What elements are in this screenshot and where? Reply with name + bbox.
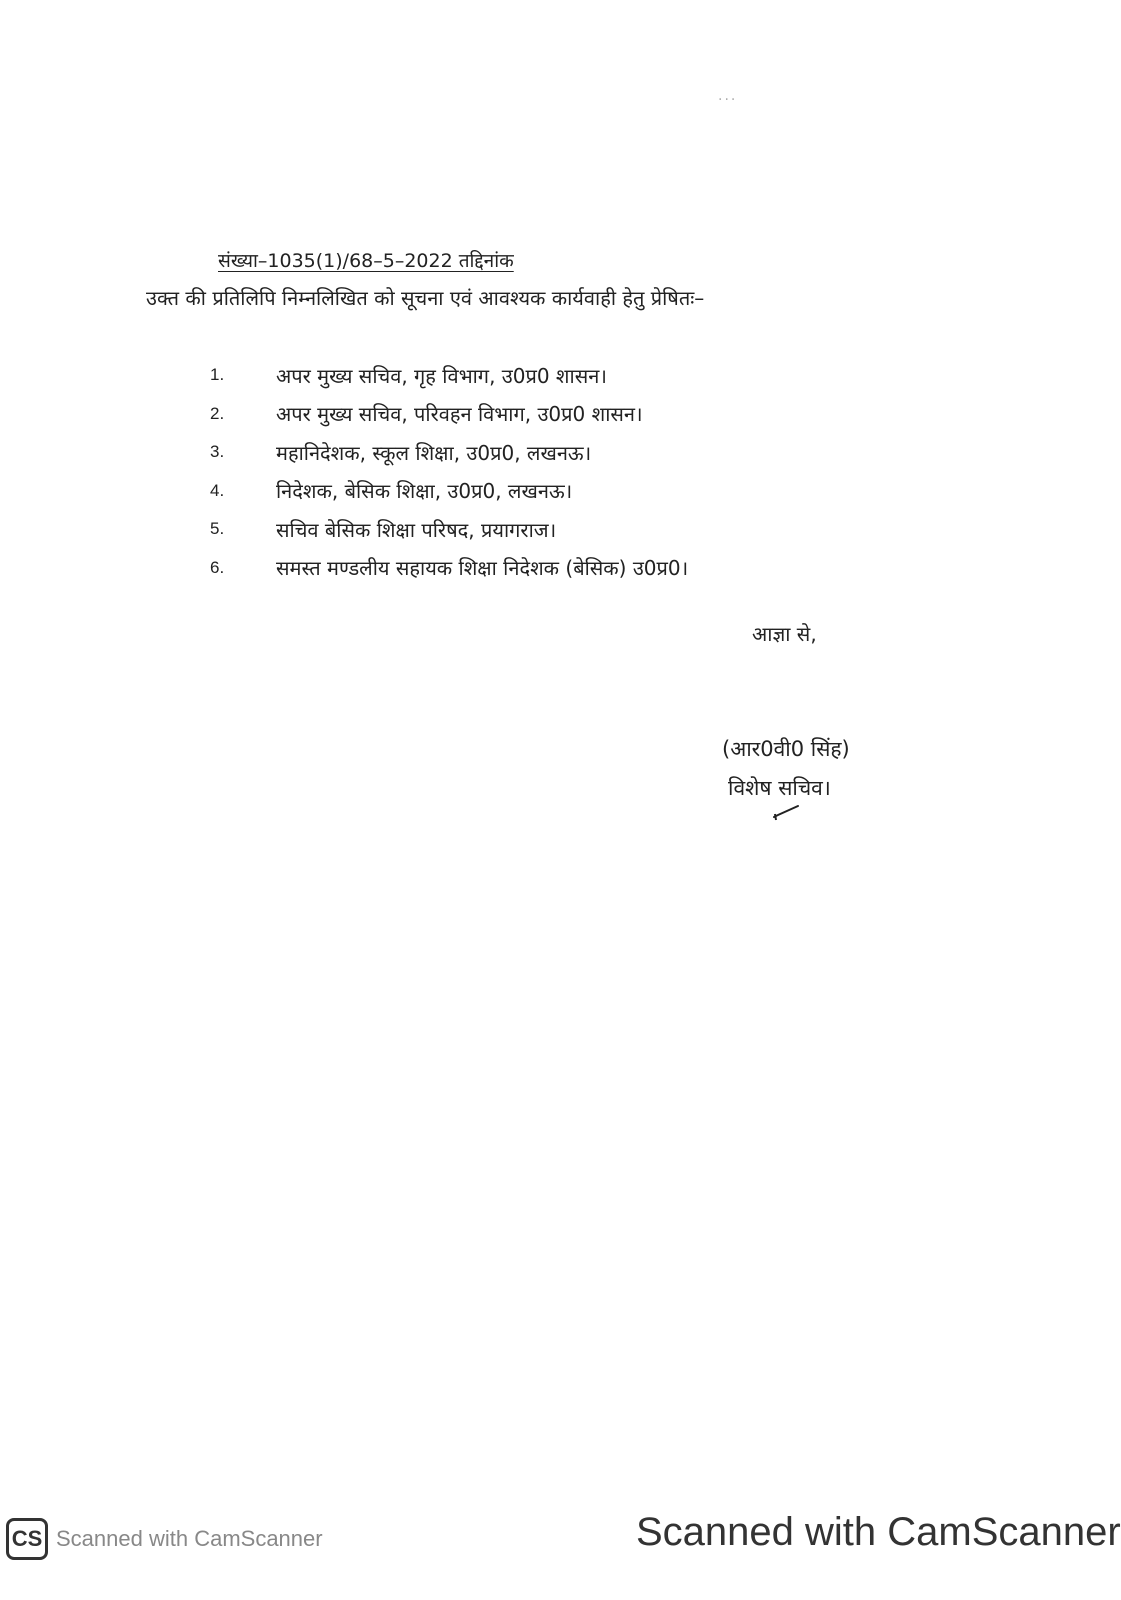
by-order-text: आज्ञा से, (752, 622, 817, 646)
list-item-number: 2. (210, 403, 225, 423)
faint-header-text: ... (718, 88, 738, 104)
reference-number: संख्या–1035(1)/68–5–2022 तद्दिनांक (218, 250, 514, 272)
list-item-text: समस्त मण्डलीय सहायक शिक्षा निदेशक (बेसिक) उ0प्र0। (276, 556, 689, 581)
list-item (210, 510, 688, 549)
copy-to-line: उक्त की प्रतिलिपि निम्नलिखित को सूचना एवं आवश्यक कार्यवाही हेतु प्रेषितः– (146, 286, 705, 310)
list-item-number: 3. (210, 442, 225, 462)
list-item-number: 5. (210, 519, 225, 539)
list-item (210, 549, 688, 588)
list-item-number: 1. (210, 365, 225, 385)
list-item-text: सचिव बेसिक शिक्षा परिषद, प्रयागराज। (276, 517, 557, 542)
list-item-number: 4. (210, 480, 225, 500)
list-item-text: महानिदेशक, स्कूल शिक्षा, उ0प्र0, लखनऊ। (276, 440, 592, 465)
list-item-text: निदेशक, बेसिक शिक्षा, उ0प्र0, लखनऊ। (276, 479, 573, 504)
list-item (210, 433, 688, 472)
list-item (210, 395, 688, 434)
list-item-number: 6. (210, 557, 225, 577)
camscanner-logo-icon: CS (6, 1518, 48, 1560)
cut-off-watermark (636, 1500, 1121, 1554)
list-item-text: अपर मुख्य सचिव, परिवहन विभाग, उ0प्र0 शासन। (276, 402, 643, 427)
signature-mark (772, 804, 800, 820)
list-item (210, 472, 688, 511)
signer-designation: विशेष सचिव। (728, 776, 831, 800)
distribution-list (210, 356, 688, 587)
signer-name: (आर0वी0 सिंह) (722, 737, 850, 761)
cut-off-watermark-text: Scanned with CamScanner (636, 1510, 1121, 1554)
list-item-text: अपर मुख्य सचिव, गृह विभाग, उ0प्र0 शासन। (276, 363, 607, 388)
scanned-watermark: Scanned with CamScanner (56, 1526, 323, 1551)
list-item (210, 356, 688, 395)
